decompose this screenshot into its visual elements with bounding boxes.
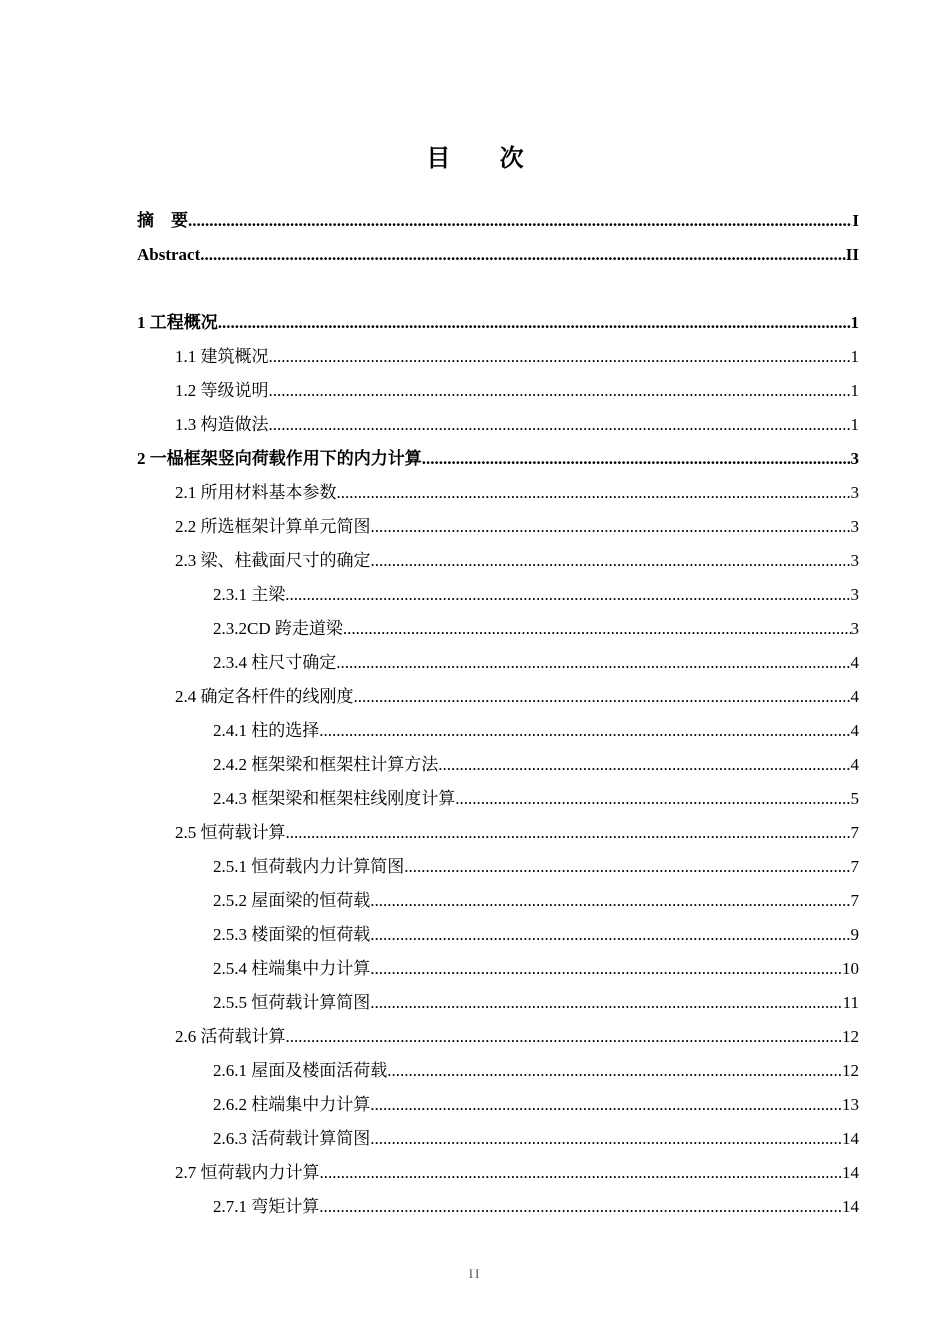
toc-entry-label: 2.7.1 弯矩计算 (213, 1197, 320, 1216)
section-gap (137, 272, 859, 306)
toc-entry-label: 2.4.1 柱的选择 (213, 721, 320, 740)
toc-entry-page: 7 (850, 823, 859, 842)
dot-leader (455, 782, 850, 816)
toc-entry-label: 2.3.1 主梁 (213, 585, 286, 604)
toc-entry-page: 1 (850, 347, 859, 366)
dot-leader (370, 1122, 842, 1156)
table-of-contents (137, 204, 859, 1224)
toc-entry-page: 10 (842, 959, 859, 978)
toc-entry-label: 2.3 梁、柱截面尺寸的确定 (175, 551, 371, 570)
dot-leader (370, 884, 850, 918)
toc-entry-page: 12 (842, 1061, 859, 1080)
dot-leader (438, 748, 850, 782)
toc-entry-page: 3 (850, 449, 859, 468)
dot-leader (200, 238, 846, 272)
toc-entry[interactable] (137, 238, 859, 272)
dot-leader (371, 510, 851, 544)
dot-leader (336, 646, 850, 680)
dot-leader (286, 816, 851, 850)
toc-entry-page: 7 (850, 857, 859, 876)
dot-leader (354, 680, 851, 714)
toc-entry[interactable] (137, 748, 859, 782)
toc-entry-page: 1 (850, 313, 859, 332)
toc-entries-list (137, 306, 859, 1224)
toc-entry-label: 2.1 所用材料基本参数 (175, 483, 337, 502)
toc-entry[interactable] (137, 204, 859, 238)
toc-entry-page: 13 (842, 1095, 859, 1114)
toc-entry-page: 5 (850, 789, 859, 808)
toc-entry-page: 1 (850, 415, 859, 434)
toc-entry-label: 2.4.2 框架梁和框架柱计算方法 (213, 755, 439, 774)
dot-leader (404, 850, 850, 884)
toc-entry[interactable] (137, 782, 859, 816)
toc-entry[interactable] (137, 408, 859, 442)
toc-entry[interactable] (137, 476, 859, 510)
dot-leader (343, 612, 851, 646)
toc-entry[interactable] (137, 646, 859, 680)
dot-leader (370, 986, 842, 1020)
toc-entry-page: 4 (850, 687, 859, 706)
toc-entry-label: 2.5.2 屋面梁的恒荷载 (213, 891, 371, 910)
dot-leader (422, 442, 851, 476)
toc-entry-page: 14 (842, 1163, 859, 1182)
dot-leader (269, 340, 851, 374)
toc-entry-label: 2.6.1 屋面及楼面活荷载 (213, 1061, 388, 1080)
toc-entry[interactable] (137, 680, 859, 714)
page-number: II (468, 1266, 482, 1281)
toc-entry-label: 2.5.3 楼面梁的恒荷载 (213, 925, 371, 944)
toc-entry-label: 2.6.2 柱端集中力计算 (213, 1095, 371, 1114)
toc-entry[interactable] (137, 340, 859, 374)
toc-entry-page: 4 (850, 755, 859, 774)
toc-entry[interactable] (137, 986, 859, 1020)
dot-leader (370, 952, 842, 986)
dot-leader (269, 408, 851, 442)
toc-entry[interactable] (137, 1054, 859, 1088)
toc-entry-label: 1 工程概况 (137, 313, 218, 332)
dot-leader (269, 374, 851, 408)
dot-leader (337, 476, 851, 510)
dot-leader (218, 306, 851, 340)
toc-entry-page: 3 (850, 483, 859, 502)
toc-entry-page: 14 (842, 1197, 859, 1216)
toc-entry[interactable] (137, 918, 859, 952)
toc-entry-label: 2.2 所选框架计算单元简图 (175, 517, 371, 536)
toc-entry[interactable] (137, 850, 859, 884)
toc-entry[interactable] (137, 442, 859, 476)
toc-entry-page: 11 (842, 993, 859, 1012)
toc-entry[interactable] (137, 1190, 859, 1224)
toc-entry-page: II (845, 245, 859, 264)
toc-entry-page: 4 (850, 653, 859, 672)
toc-entry-page: 3 (850, 619, 859, 638)
toc-entry[interactable] (137, 1156, 859, 1190)
toc-entry-label: Abstract (137, 245, 201, 264)
toc-entry-label: 2.6 活荷载计算 (175, 1027, 286, 1046)
toc-entry[interactable] (137, 884, 859, 918)
toc-entry-label: 1.2 等级说明 (175, 381, 269, 400)
toc-entry-page: 3 (850, 585, 859, 604)
toc-entry[interactable] (137, 714, 859, 748)
toc-entry-label: 2.5.5 恒荷载计算简图 (213, 993, 371, 1012)
toc-entry[interactable] (137, 510, 859, 544)
toc-entry[interactable] (137, 1020, 859, 1054)
dot-leader (320, 1156, 843, 1190)
toc-entry-label: 1.1 建筑概况 (175, 347, 269, 366)
toc-entry-page: 12 (842, 1027, 859, 1046)
dot-leader (387, 1054, 842, 1088)
dot-leader (188, 204, 852, 238)
toc-entry[interactable] (137, 612, 859, 646)
toc-entry-label: 2.7 恒荷载内力计算 (175, 1163, 320, 1182)
toc-entry[interactable] (137, 1122, 859, 1156)
toc-entry-page: 14 (842, 1129, 859, 1148)
toc-entry-label: 2.4.3 框架梁和框架柱线刚度计算 (213, 789, 456, 808)
dot-leader (370, 918, 850, 952)
toc-entry[interactable] (137, 374, 859, 408)
toc-entry-label: 2.6.3 活荷载计算简图 (213, 1129, 371, 1148)
toc-entry[interactable] (137, 544, 859, 578)
toc-entry-label: 2 一榀框架竖向荷载作用下的内力计算 (137, 449, 422, 468)
dot-leader (319, 1190, 842, 1224)
toc-entry-page: 3 (850, 551, 859, 570)
front-matter-list (137, 204, 859, 272)
dot-leader (285, 578, 850, 612)
toc-entry-label: 2.5.4 柱端集中力计算 (213, 959, 371, 978)
toc-entry-label: 2.3.2CD 跨走道梁 (213, 619, 343, 638)
dot-leader (370, 1088, 842, 1122)
toc-title: 目 次 (426, 146, 546, 172)
dot-leader (371, 544, 851, 578)
toc-entry[interactable] (137, 952, 859, 986)
toc-entry[interactable] (137, 578, 859, 612)
toc-entry-page: 1 (850, 381, 859, 400)
toc-entry-label: 摘 要 (137, 211, 188, 230)
dot-leader (319, 714, 850, 748)
toc-entry[interactable] (137, 1088, 859, 1122)
toc-entry[interactable] (137, 306, 859, 340)
toc-entry-label: 2.5.1 恒荷载内力计算简图 (213, 857, 405, 876)
toc-entry-label: 2.4 确定各杆件的线刚度 (175, 687, 354, 706)
toc-entry-page: 7 (850, 891, 859, 910)
dot-leader (286, 1020, 843, 1054)
toc-entry-label: 2.5 恒荷载计算 (175, 823, 286, 842)
toc-entry-label: 1.3 构造做法 (175, 415, 269, 434)
toc-entry-page: I (852, 211, 859, 230)
toc-entry-page: 3 (850, 517, 859, 536)
toc-entry-page: 9 (850, 925, 859, 944)
toc-entry-label: 2.3.4 柱尺寸确定 (213, 653, 337, 672)
toc-entry[interactable] (137, 816, 859, 850)
toc-entry-page: 4 (850, 721, 859, 740)
